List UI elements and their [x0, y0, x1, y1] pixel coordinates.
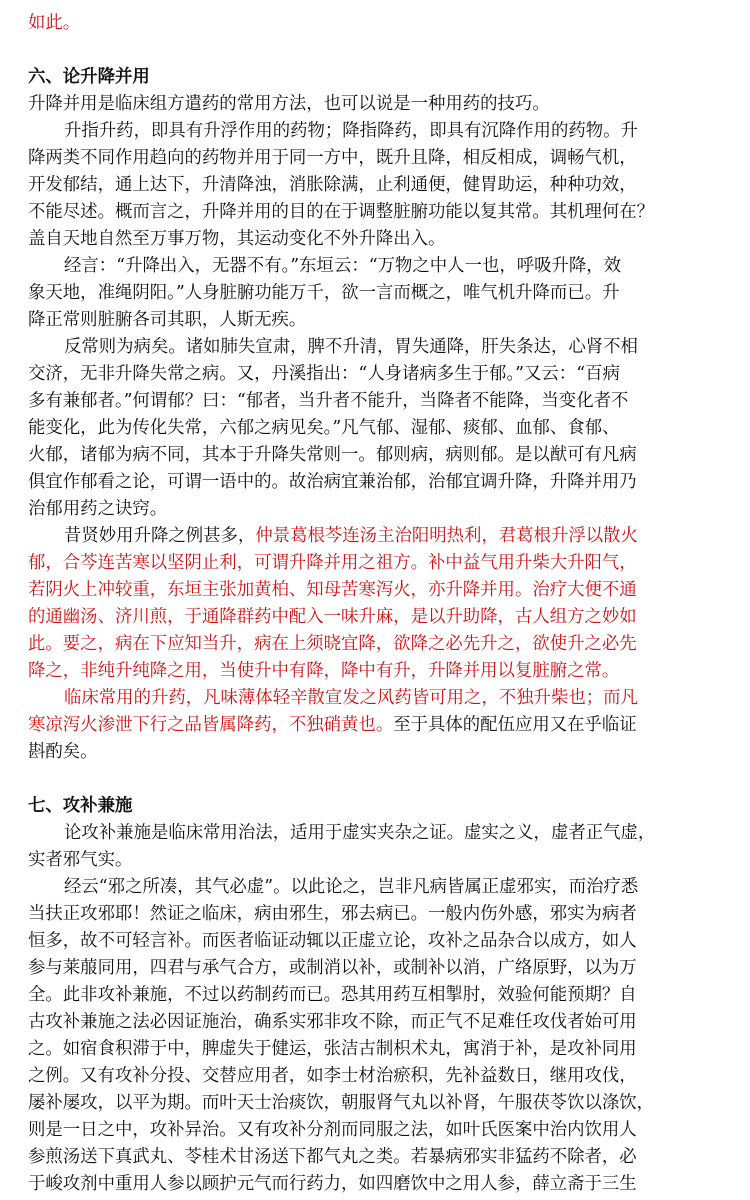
spacer	[28, 37, 722, 64]
opening-line: 如此。	[28, 13, 81, 33]
text-line: 升指升药，即具有升浮作用的药物；降指降药，即具有沉降作用的药物。升	[64, 121, 638, 141]
text-line: 则是一日之中，攻补异治。又有攻补分剂而同服之法，如叶氏医案中治内饮用人	[28, 1120, 637, 1140]
text-line: 临床常用的升药，凡味薄体轻辛散宣发之风药皆可用之，不独升柴也；而凡	[64, 688, 638, 708]
text-line: 治郁用药之诀窍。	[28, 499, 168, 519]
text-line: 的通幽汤、济川煎，于通降群药中配入一味升麻，是以升助降，古人组方之妙如	[28, 607, 637, 627]
text-line: 郁，合芩连苦寒以坚阴止利，可谓升降并用之祖方。补中益气用升柴大升阳气，	[28, 553, 637, 573]
text-black-segment: 至于具体的配伍应用又在乎临证	[393, 715, 637, 735]
text-line-mixed-1	[28, 523, 722, 550]
spacer	[28, 766, 722, 793]
text-line: 恒多，故不可轻言补。而医者临证动辄以正虚立论，攻补之品杂合以成方，如人	[28, 931, 637, 951]
text-line: 之。如宿食积滞于中，脾虚失于健运，张洁古制枳术丸，寓消于补，是攻补同用	[28, 1039, 637, 1059]
text-line: 论攻补兼施是临床常用治法，适用于虚实夹杂之证。虚实之义，虚者正气虚，	[64, 823, 656, 843]
text-line: 若阴火上冲较重，东垣主张加黄柏、知母苦寒泻火，亦升降并用。治疗大便不通	[28, 580, 637, 600]
text-line: 交济，无非升降失常之病。又，丹溪指出：“人身诸病多生于郁。”又云：“百病	[28, 364, 620, 384]
text-line: 开发郁结，通上达下，升清降浊，消胀除满，止利通便，健胃助运，种种功效，	[28, 175, 637, 195]
text-line: 之例。又有攻补分投、交替应用者，如李士材治瘀积，先补益数日，继用攻伐，	[28, 1066, 637, 1086]
text-line: 不能尽述。概而言之，升降并用的目的在于调整脏腑功能以复其常。其机理何在？	[28, 202, 655, 222]
text-line: 此。要之，病在下应知当升，病在上须晓宜降，欲降之必先升之，欲使升之必先	[28, 634, 637, 654]
section-6-body	[28, 91, 722, 523]
text-black-segment: 昔贤妙用升降之例甚多，	[64, 526, 256, 546]
text-line: 经言：“升降出入，无器不有。”东垣云：“万物之中人一也，呼吸升降，效	[64, 256, 622, 276]
text-line: 实者邪气实。	[28, 850, 133, 870]
text-line: 升降并用是临床组方遣药的常用方法，也可以说是一种用药的技巧。	[28, 94, 550, 114]
text-line: 屡补屡攻，以平为期。而叶天士治痰饮，朝服肾气丸以补肾，午服茯苓饮以涤饮，	[28, 1093, 655, 1113]
text-line: 当扶正攻邪耶！然证之临床，病由邪生，邪去病已。一般内伤外感，邪实为病者	[28, 904, 637, 924]
text-red-segment: 仲景葛根芩连汤主治阳明热利，君葛根升浮以散火	[255, 526, 638, 546]
text-line: 降之，非纯升纯降之用，当使升中有降，降中有升，升降并用以复脏腑之常。	[28, 661, 620, 681]
text-line: 经云“邪之所凑，其气必虚”。以此论之，岂非凡病皆属正虚邪实，而治疗悉	[64, 877, 639, 897]
text-line: 盖自天地自然至万事万物，其运动变化不外升降出入。	[28, 229, 446, 249]
section-6-heading: 六、论升降并用	[28, 67, 150, 87]
text-line: 全。此非攻补兼施，不过以药制药而已。恐其用药互相掣肘，效验何能预期？自	[28, 985, 637, 1005]
text-line: 于峻攻剂中重用人参以顾护元气而行药力，如四磨饮中之用人参，薛立斋于三生	[28, 1174, 637, 1194]
text-line: 参煎汤送下真武丸、苓桂术甘汤送下都气丸之类。若暴病邪实非猛药不除者，必	[28, 1147, 637, 1167]
text-line: 象天地，准绳阴阳。”人身脏腑功能万千，欲一言而概之，唯气机升降而已。升	[28, 283, 620, 303]
section-7-heading: 七、攻补兼施	[28, 796, 133, 816]
section-6-closing-line: 斟酌矣。	[28, 742, 98, 762]
text-line: 火郁，诸郁为病不同，其本于升降失常则一。郁则病，病则郁。是以猷可有凡病	[28, 445, 637, 465]
text-line: 多有兼郁者。”何谓郁？曰：“郁者，当升者不能升，当降者不能降，当变化者不	[28, 391, 629, 411]
section-7-body	[28, 820, 722, 1198]
text-line: 能变化，此为传化失常，六郁之病见矣。”凡气郁、湿郁、痰郁、血郁、食郁、	[28, 418, 620, 438]
text-line: 降两类不同作用趋向的药物并用于同一方中，既升且降，相反相成，调畅气机，	[28, 148, 637, 168]
text-red-segment: 寒凉泻火渗泄下行之品皆属降药，不独硝黄也。	[28, 715, 394, 735]
text-line-mixed-2	[28, 712, 722, 739]
text-line: 参与莱菔同用，四君与承气合方，或制消以补，或制补以消，广络原野，以为万	[28, 958, 637, 978]
text-line: 降正常则脏腑各司其职，人斯无疾。	[28, 310, 307, 330]
section-6-red-body	[28, 550, 722, 712]
text-line: 古攻补兼施之法必因证施治，确系实邪非攻不除，而正气不足难任攻伐者始可用	[28, 1012, 637, 1032]
text-line: 反常则为病矣。诸如肺失宣肃，脾不升清，胃失通降，肝失条达，心肾不相	[64, 337, 638, 357]
text-line: 俱宜作郁看之论，可谓一语中的。故治病宜兼治郁，治郁宜调升降，升降并用乃	[28, 472, 637, 492]
